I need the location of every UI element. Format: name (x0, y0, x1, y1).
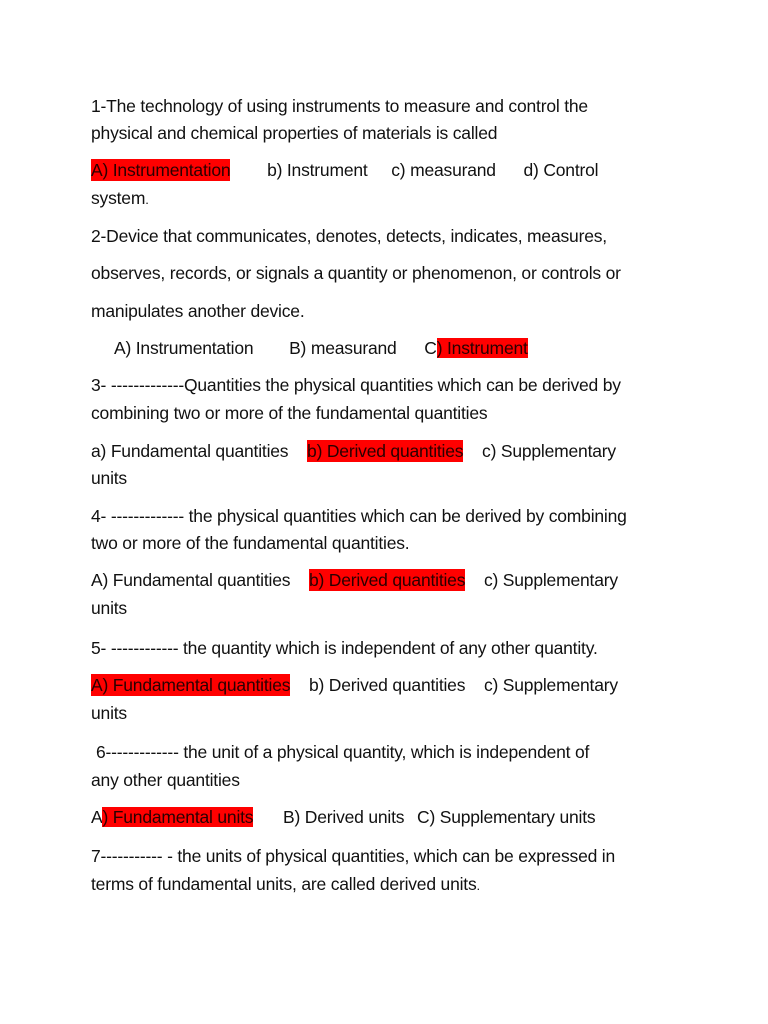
q1-option-d-cont-text: system (91, 188, 146, 208)
q3-options (91, 440, 616, 462)
q1-options (91, 159, 598, 181)
q1-period: . (145, 192, 149, 207)
q6-text-line-2: any other quantities (91, 770, 240, 790)
q6-option-b: B) Derived units (283, 807, 405, 827)
q2-text-line-1: 2-Device that communicates, denotes, detects, indicates, measures, (91, 226, 607, 246)
q3-option-b-answer: b) Derived quantities (307, 441, 464, 461)
q3-text-line-1: 3- -------------Quantities the physical quantities which can be derived by (91, 375, 621, 395)
q6-option-a (91, 806, 253, 828)
q4-option-b-answer: b) Derived quantities (308, 570, 466, 590)
q5-option-c-cont: units (91, 703, 127, 723)
q7-text-line-2 (91, 873, 480, 897)
q1-option-d: d) Control (523, 160, 599, 180)
q5-option-a-answer: A) Fundamental quantities (91, 675, 291, 695)
q6-options (91, 806, 595, 828)
q4-option-a: A) Fundamental quantities (91, 570, 291, 590)
q1-option-b: b) Instrument (267, 160, 368, 180)
q5-options (91, 674, 618, 696)
q4-option-c-cont: units (91, 598, 127, 618)
q7-text-line-1: 7----------- - the units of physical quantities, which can be expressed in (91, 846, 616, 866)
q1-option-c: c) measurand (391, 160, 496, 180)
q7-text-line-2-text: terms of fundamental units, are called derived units (91, 874, 477, 894)
q3-option-c-cont: units (91, 468, 127, 488)
q1-option-d-cont (91, 187, 149, 211)
q4-text-line-1: 4- ------------- the physical quantities which can be derived by combining (91, 506, 627, 526)
q2-option-b: B) measurand (289, 338, 397, 358)
q5-text-line-1: 5- ------------ the quantity which is independent of any other quantity. (91, 638, 598, 658)
q2-text-line-2: observes, records, or signals a quantity or phenomenon, or controls or (91, 263, 621, 283)
q2-option-c-answer: ) Instrument (436, 338, 528, 358)
q2-options (114, 337, 528, 359)
q2-option-c-prefix: C (424, 338, 437, 358)
q2-text-line-3: manipulates another device. (91, 301, 305, 321)
q4-text-line-2: two or more of the fundamental quantities. (91, 533, 410, 553)
q3-option-a: a) Fundamental quantities (91, 441, 289, 461)
q2-option-c (424, 337, 527, 359)
q5-option-c: c) Supplementary (483, 675, 618, 695)
q6-option-c: C) Supplementary units (417, 807, 596, 827)
q7-period: . (476, 878, 480, 893)
q2-option-a: A) Instrumentation (114, 338, 254, 358)
q3-option-c: c) Supplementary (482, 441, 616, 461)
q1-option-a-answer: A) Instrumentation (91, 160, 231, 180)
q5-option-b: b) Derived quantities (308, 675, 466, 695)
q1-text-line-2: physical and chemical properties of materials is called (91, 123, 498, 143)
q4-options (91, 569, 618, 591)
q6-option-a-answer: ) Fundamental units (102, 807, 254, 827)
q3-text-line-2: combining two or more of the fundamental quantities (91, 403, 488, 423)
q6-option-a-prefix: A (91, 807, 103, 827)
q4-option-c: c) Supplementary (483, 570, 618, 590)
q6-text-line-1: 6------------- the unit of a physical quantity, which is independent of (96, 742, 590, 762)
q1-text-line-1: 1-The technology of using instruments to measure and control the (91, 96, 588, 116)
